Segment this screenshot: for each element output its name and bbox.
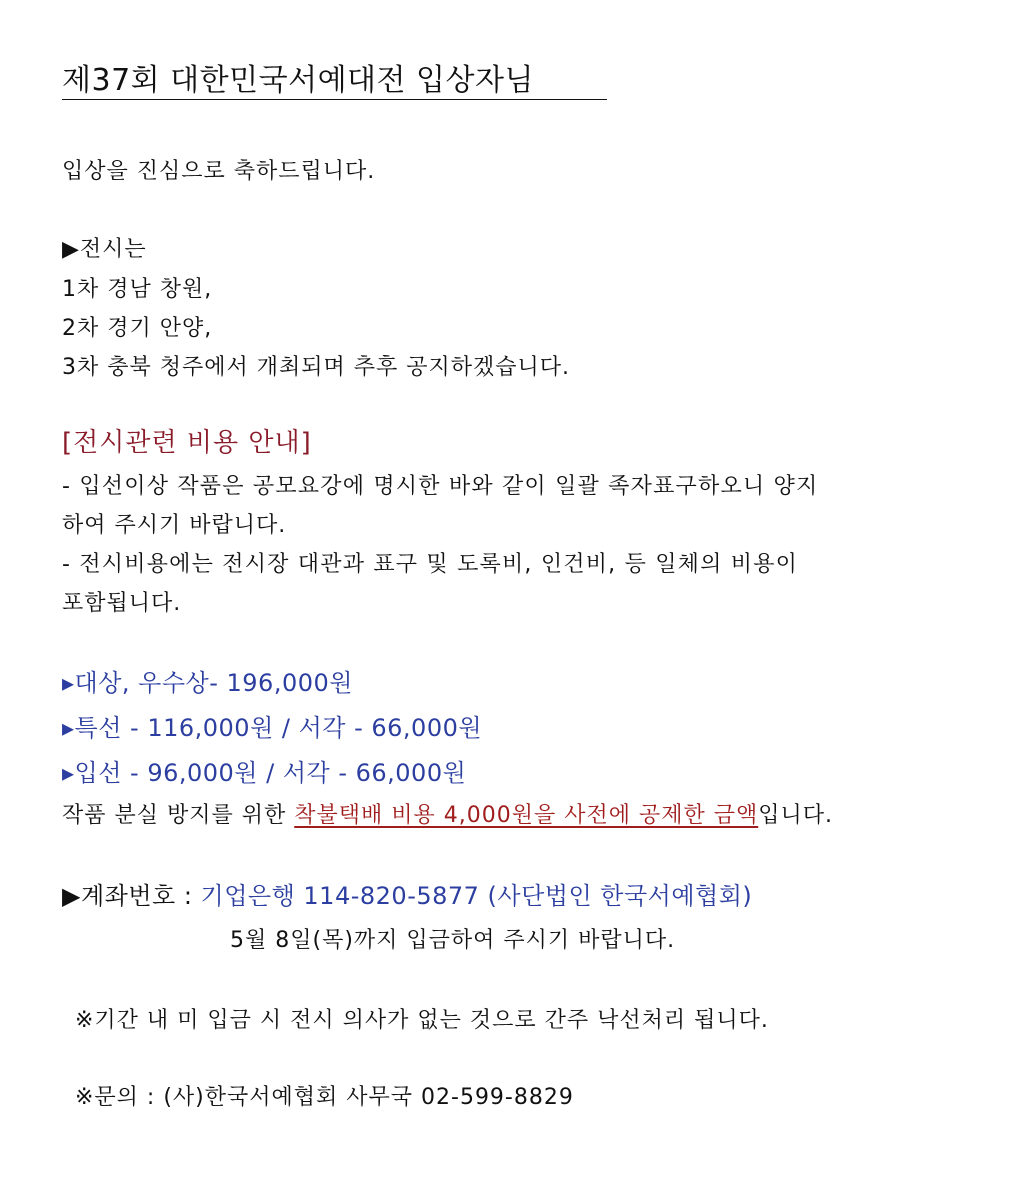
fee-item-selection: ▸입선 - 96,000원 / 서각 - 66,000원: [62, 759, 467, 787]
account-number: 기업은행 114-820-5877 (사단법인 한국서예협회): [200, 882, 753, 910]
exhibition-line: 1차 경남 창원,: [62, 277, 213, 302]
cost-guide-line: 하여 주시기 바랍니다.: [62, 513, 287, 538]
non-payment-warning: ※기간 내 미 입금 시 전시 의사가 없는 것으로 간주 낙선처리 됩니다.: [75, 1008, 769, 1033]
cost-guide-heading: [전시관련 비용 안내]: [62, 428, 312, 458]
exhibition-line: 3차 충북 청주에서 개최되며 추후 공지하겠습니다.: [62, 355, 570, 380]
document-title: 제37회 대한민국서예대전 입상자님: [62, 63, 534, 98]
fee-item-grand-prize: ▸대상, 우수상- 196,000원: [62, 669, 353, 697]
fee-item-special-selection: ▸특선 - 116,000원 / 서각 - 66,000원: [62, 714, 483, 742]
title-underline: [62, 99, 607, 100]
delivery-note-suffix: 입니다.: [758, 803, 833, 828]
account-info: [62, 884, 752, 908]
delivery-note-highlight: 착불택배 비용 4,000원을 사전에 공제한 금액: [294, 803, 759, 828]
cost-guide-line: - 전시비용에는 전시장 대관과 표구 및 도록비, 인건비, 등 일체의 비용이: [62, 552, 799, 577]
account-label: ▶계좌번호 :: [62, 882, 201, 910]
exhibition-line: 2차 경기 안양,: [62, 316, 213, 341]
delivery-note-prefix: 작품 분실 방지를 위한: [62, 803, 295, 828]
deposit-deadline: 5월 8일(목)까지 입금하여 주시기 바랍니다.: [230, 928, 676, 953]
greeting-text: 입상을 진심으로 축하드립니다.: [62, 159, 376, 184]
cost-guide-line: 포함됩니다.: [62, 591, 182, 616]
inquiry-contact: ※문의 : (사)한국서예협회 사무국 02-599-8829: [75, 1085, 574, 1110]
delivery-note: [62, 805, 833, 827]
exhibition-heading: ▶전시는: [62, 237, 147, 262]
cost-guide-line: - 입선이상 작품은 공모요강에 명시한 바와 같이 일괄 족자표구하오니 양지: [62, 474, 819, 499]
